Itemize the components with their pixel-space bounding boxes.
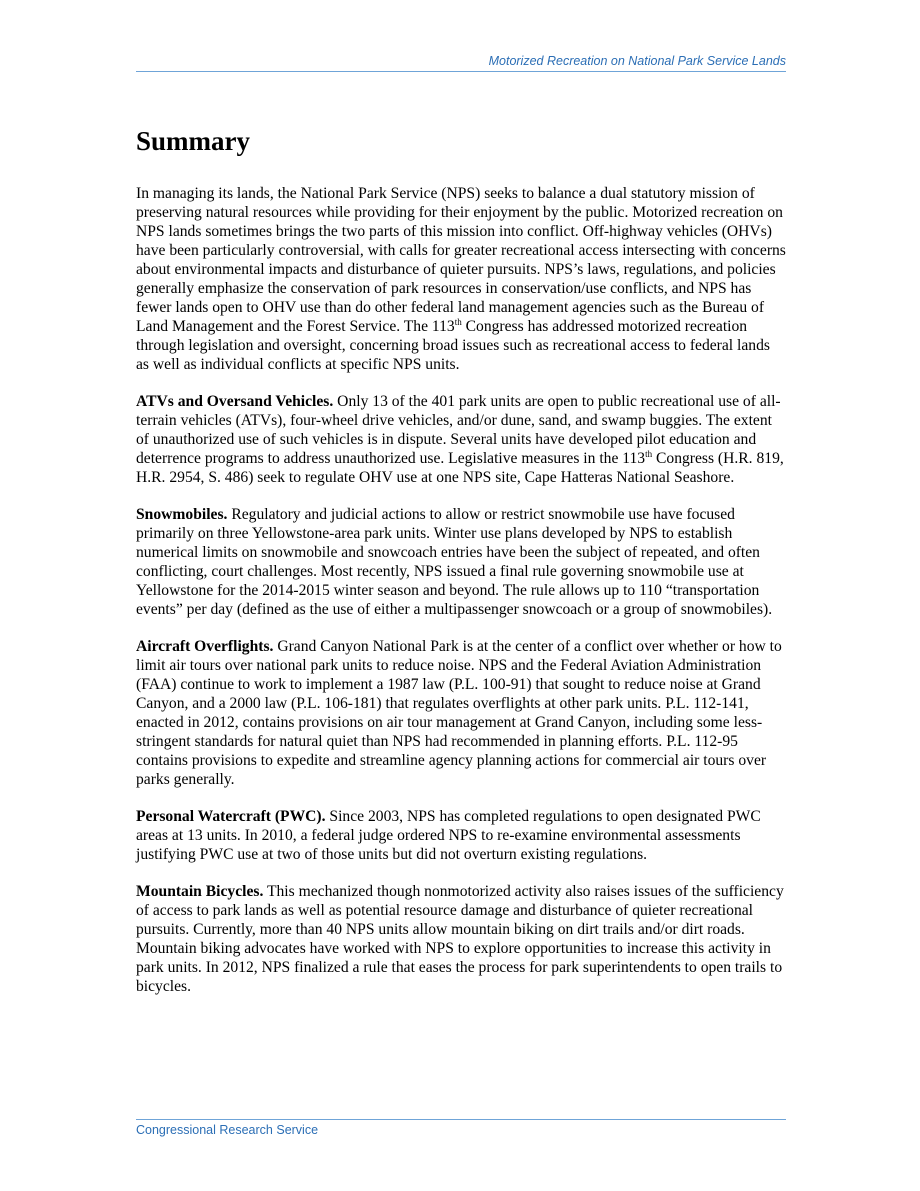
- pwc-text: Since 2003, NPS has completed regulations to open designated PWC areas at 13 units. In 2010, a federal judge ordered NPS to re-examine environmental assessments justifying PWC use at two of those units but did not overturn existing regulations.: [136, 808, 761, 863]
- intro-text-2: Congress has addressed motorized recreation through legislation and oversight, concerning broad issues such as recreational access to federal lands as well as individual conflicts at specific NPS units.: [136, 318, 770, 373]
- aircraft-heading: Aircraft Overflights.: [136, 638, 274, 655]
- atvs-text-1: Only 13 of the 401 park units are open to public recreational use of all-terrain vehicles (ATVs), four-wheel drive vehicles, and/or dune, sand, and swamp buggies. The extent of unauthorized use of such vehicles is in dispute. Several units have developed pilot education and deterrence programs to address unauthorized use. Legislative measures in the 113: [136, 393, 781, 467]
- atvs-paragraph: [136, 392, 786, 487]
- aircraft-text: Grand Canyon National Park is at the center of a conflict over whether or how to limit air tours over national park units to reduce noise. NPS and the Federal Aviation Administration (FAA) continue to work to implement a 1987 law (P.L. 100-91) that sought to reduce noise at Grand Canyon, and a 2000 law (P.L. 106-181) that regulates overflights at other park units. P.L. 112-141, enacted in 2012, contains provisions on air tour management at Grand Canyon, including some less-stringent standards for natural quiet than NPS had recommended in planning efforts. P.L. 112-95 contains provisions to expedite and streamline agency planning actions for commercial air tours over parks generally.: [136, 638, 782, 788]
- snowmobiles-text: Regulatory and judicial actions to allow or restrict snowmobile use have focused primarily on three Yellowstone-area park units. Winter use plans developed by NPS to establish numerical limits on snowmobile and snowcoach entries have been the subject of repeated, and often conflicting, court challenges. Most recently, NPS issued a final rule governing snowmobile use at Yellowstone for the 2014-2015 winter season and beyond. The rule allows up to 110 “transportation events” per day (defined as the use of either a multipassenger snowcoach or a group of snowmobiles).: [136, 506, 773, 618]
- bicycles-paragraph: [136, 882, 786, 996]
- pwc-heading: Personal Watercraft (PWC).: [136, 808, 326, 825]
- atvs-superscript: th: [645, 449, 653, 459]
- intro-superscript: th: [454, 317, 462, 327]
- page-content: [136, 124, 786, 1014]
- pwc-paragraph: [136, 807, 786, 864]
- footer-source: Congressional Research Service: [136, 1123, 319, 1137]
- snowmobiles-heading: Snowmobiles.: [136, 506, 228, 523]
- snowmobiles-paragraph: [136, 505, 786, 619]
- atvs-text-2: Congress (H.R. 819, H.R. 2954, S. 486) seek to regulate OHV use at one NPS site, Cape Hatteras National Seashore.: [136, 450, 784, 486]
- aircraft-paragraph: [136, 637, 786, 789]
- running-title: Motorized Recreation on National Park Service Lands: [488, 54, 786, 68]
- intro-paragraph: [136, 184, 786, 374]
- running-header: [136, 54, 786, 72]
- atvs-heading: ATVs and Oversand Vehicles.: [136, 393, 334, 410]
- running-footer: [136, 1119, 786, 1137]
- bicycles-text: This mechanized though nonmotorized activity also raises issues of the sufficiency of access to park lands as well as potential resource damage and disturbance of quieter recreational pursuits. Currently, more than 40 NPS units allow mountain biking on dirt trails and/or dirt roads. Mountain biking advocates have worked with NPS to explore opportunities to increase this activity in park units. In 2012, NPS finalized a rule that eases the process for park superintendents to open trails to bicycles.: [136, 883, 784, 995]
- page-title: Summary: [136, 126, 250, 156]
- intro-text-1: In managing its lands, the National Park Service (NPS) seeks to balance a dual statutory mission of preserving natural resources while providing for their enjoyment by the public. Motorized recreation on NPS lands sometimes brings the two parts of this mission into conflict. Off-highway vehicles (OHVs) have been particularly controversial, with calls for greater recreational access intersecting with concerns about environmental impacts and disturbance of quieter pursuits. NPS’s laws, regulations, and policies generally emphasize the conservation of park resources in conservation/use conflicts, and NPS has fewer lands open to OHV use than do other federal land management agencies such as the Bureau of Land Management and the Forest Service. The 113: [136, 185, 786, 335]
- bicycles-heading: Mountain Bicycles.: [136, 883, 264, 900]
